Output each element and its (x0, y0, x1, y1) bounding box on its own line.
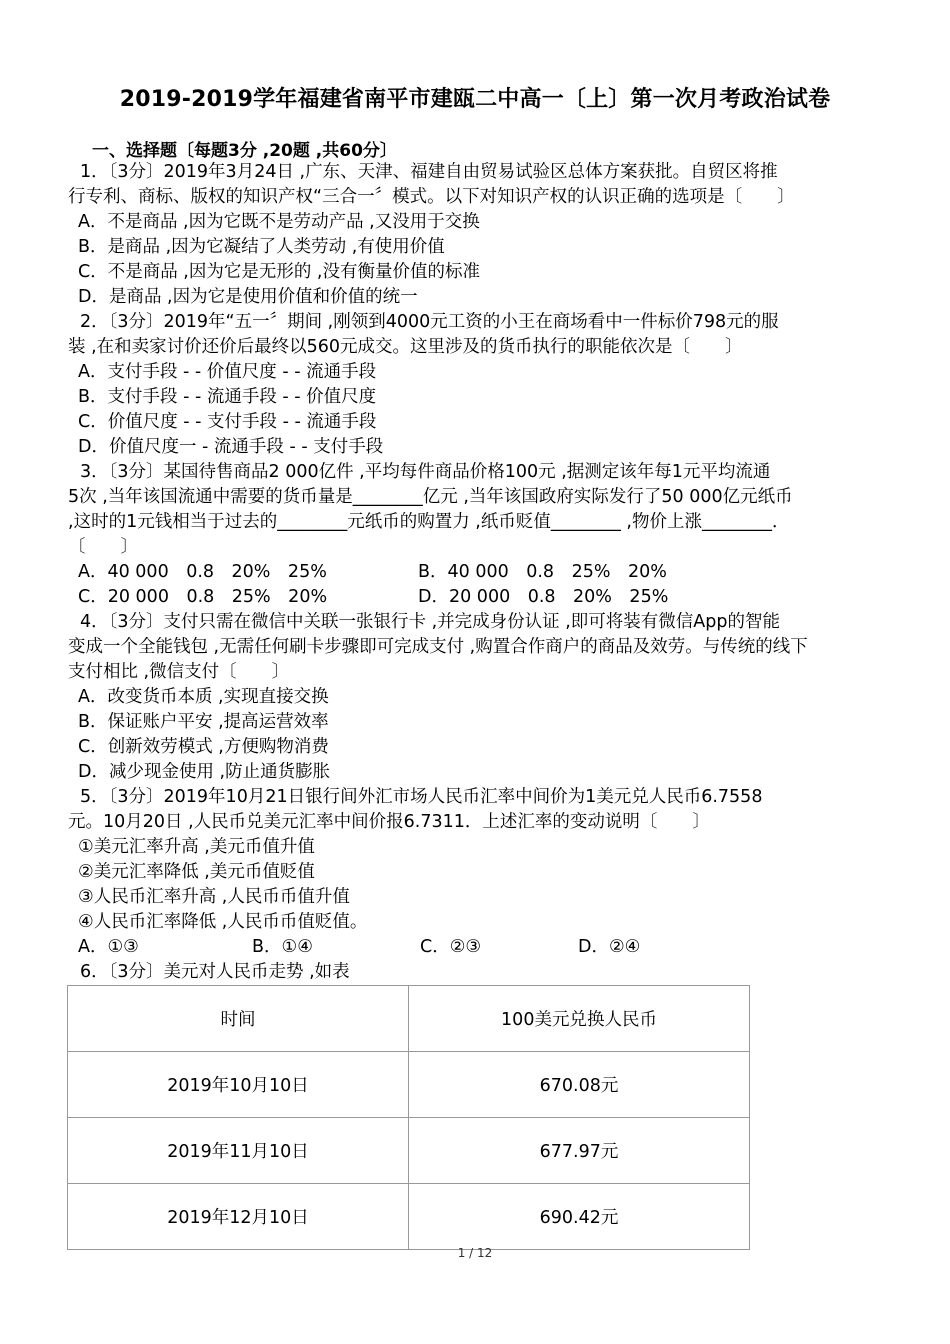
q5-statement-2: ②美元汇率降低 ,美元币值贬值 (78, 862, 315, 882)
q1-option-d: D．是商品 ,因为它是使用价值和价值的统一 (78, 287, 418, 307)
table-cell-value: 690.42元 (409, 1184, 750, 1250)
q5-option-d: D．②④ (578, 937, 641, 957)
table-cell-date: 2019年12月10日 (68, 1184, 409, 1250)
q4-option-b: B．保证账户平安 ,提高运营效率 (78, 712, 329, 732)
table-row (68, 1052, 750, 1118)
q2-stem-line2: 装 ,在和卖家讨价还价后最终以560元成交。这里涉及的货币执行的职能依次是〔 〕 (68, 337, 743, 357)
q2-option-a: A．支付手段 - - 价值尺度 - - 流通手段 (78, 362, 377, 382)
q2-option-d: D．价值尺度一 - 流通手段 - - 支付手段 (78, 437, 384, 457)
q4-stem-line3: 支付相比 ,微信支付〔 〕 (68, 662, 290, 682)
q5-option-b: B．①④ (252, 937, 313, 957)
q1-option-b: B．是商品 ,因为它凝结了人类劳动 ,有使用价值 (78, 237, 445, 257)
table-row (68, 1118, 750, 1184)
table-header-row (68, 986, 750, 1052)
q4-option-c: C．创新效劳模式 ,方便购物消费 (78, 737, 329, 757)
q3-option-a: A．40 000 0.8 20% 25% (78, 562, 327, 582)
exchange-rate-table (67, 985, 750, 1250)
table-header-cell: 时间 (68, 986, 409, 1052)
q5-option-c: C．②③ (420, 937, 482, 957)
q4-option-a: A．改变货币本质 ,实现直接交换 (78, 687, 329, 707)
table-header-cell: 100美元兑换人民币 (409, 986, 750, 1052)
table-cell-value: 670.08元 (409, 1052, 750, 1118)
q1-stem-line1: 1．〔3分〕2019年3月24日 ,广东、天津、福建自由贸易试验区总体方案获批。自贸区将推 (80, 162, 778, 182)
q3-option-d: D．20 000 0.8 20% 25% (418, 587, 669, 607)
q3-stem-line2: 5次 ,当年该国流通中需要的货币量是________亿元 ,当年该国政府实际发行了50 000亿元纸币 (68, 487, 793, 507)
section-heading: 一、选择题〔每题3分 ,20题 ,共60分〕 (92, 141, 397, 161)
q5-statement-4: ④人民币汇率降低 ,人民币币值贬值。 (78, 912, 368, 932)
q3-stem-line1: 3．〔3分〕某国待售商品2 000亿件 ,平均每件商品价格100元 ,据测定该年每1元平均流通 (80, 462, 771, 482)
q3-stem-line3: ,这时的1元钱相当于过去的________元纸币的购置力 ,纸币贬值________ ,物价上涨________． (68, 512, 790, 532)
q1-stem-line2: 行专利、商标、版权的知识产权“三合一〞模式。以下对知识产权的认识正确的选项是〔 〕 (68, 187, 795, 207)
q4-stem-line2: 变成一个全能钱包 ,无需任何刷卡步骤即可完成支付 ,购置合作商户的商品及效劳。与传统的线下 (68, 637, 808, 657)
q5-option-a: A．①③ (78, 937, 139, 957)
q4-option-d: D．减少现金使用 ,防止通货膨胀 (78, 762, 331, 782)
q5-stem-line1: 5．〔3分〕2019年10月21日银行间外汇市场人民币汇率中间价为1美元兑人民币6.7558 (80, 787, 763, 807)
q4-stem-line1: 4．〔3分〕支付只需在微信中关联一张银行卡 ,并完成身份认证 ,即可将装有微信App的智能 (80, 612, 780, 632)
q1-option-c: C．不是商品 ,因为它是无形的 ,没有衡量价值的标准 (78, 262, 480, 282)
q2-option-c: C．价值尺度 - - 支付手段 - - 流通手段 (78, 412, 377, 432)
table-cell-date: 2019年11月10日 (68, 1118, 409, 1184)
q5-stem-line2: 元。10月20日 ,人民币兑美元汇率中间价报6.7311．上述汇率的变动说明〔 〕 (68, 812, 710, 832)
exam-title: 2019-2019学年福建省南平市建瓯二中高一〔上〕第一次月考政治试卷 (119, 87, 831, 112)
q1-option-a: A．不是商品 ,因为它既不是劳动产品 ,又没用于交换 (78, 212, 480, 232)
q5-statement-3: ③人民币汇率升高 ,人民币币值升值 (78, 887, 350, 907)
q3-stem-line4: 〔 〕 (68, 537, 138, 557)
page-number: 1 / 12 (457, 1246, 493, 1260)
q3-option-b: B．40 000 0.8 25% 20% (418, 562, 667, 582)
q5-statement-1: ①美元汇率升高 ,美元币值升值 (78, 837, 315, 857)
table-cell-value: 677.97元 (409, 1118, 750, 1184)
q3-option-c: C．20 000 0.8 25% 20% (78, 587, 328, 607)
q6-stem-line1: 6．〔3分〕美元对人民币走势 ,如表 (80, 962, 350, 982)
table-cell-date: 2019年10月10日 (68, 1052, 409, 1118)
q2-option-b: B．支付手段 - - 流通手段 - - 价值尺度 (78, 387, 377, 407)
table-row (68, 1184, 750, 1250)
q2-stem-line1: 2．〔3分〕2019年“五一〞期间 ,刚领到4000元工资的小王在商场看中一件标价798元的服 (80, 312, 779, 332)
